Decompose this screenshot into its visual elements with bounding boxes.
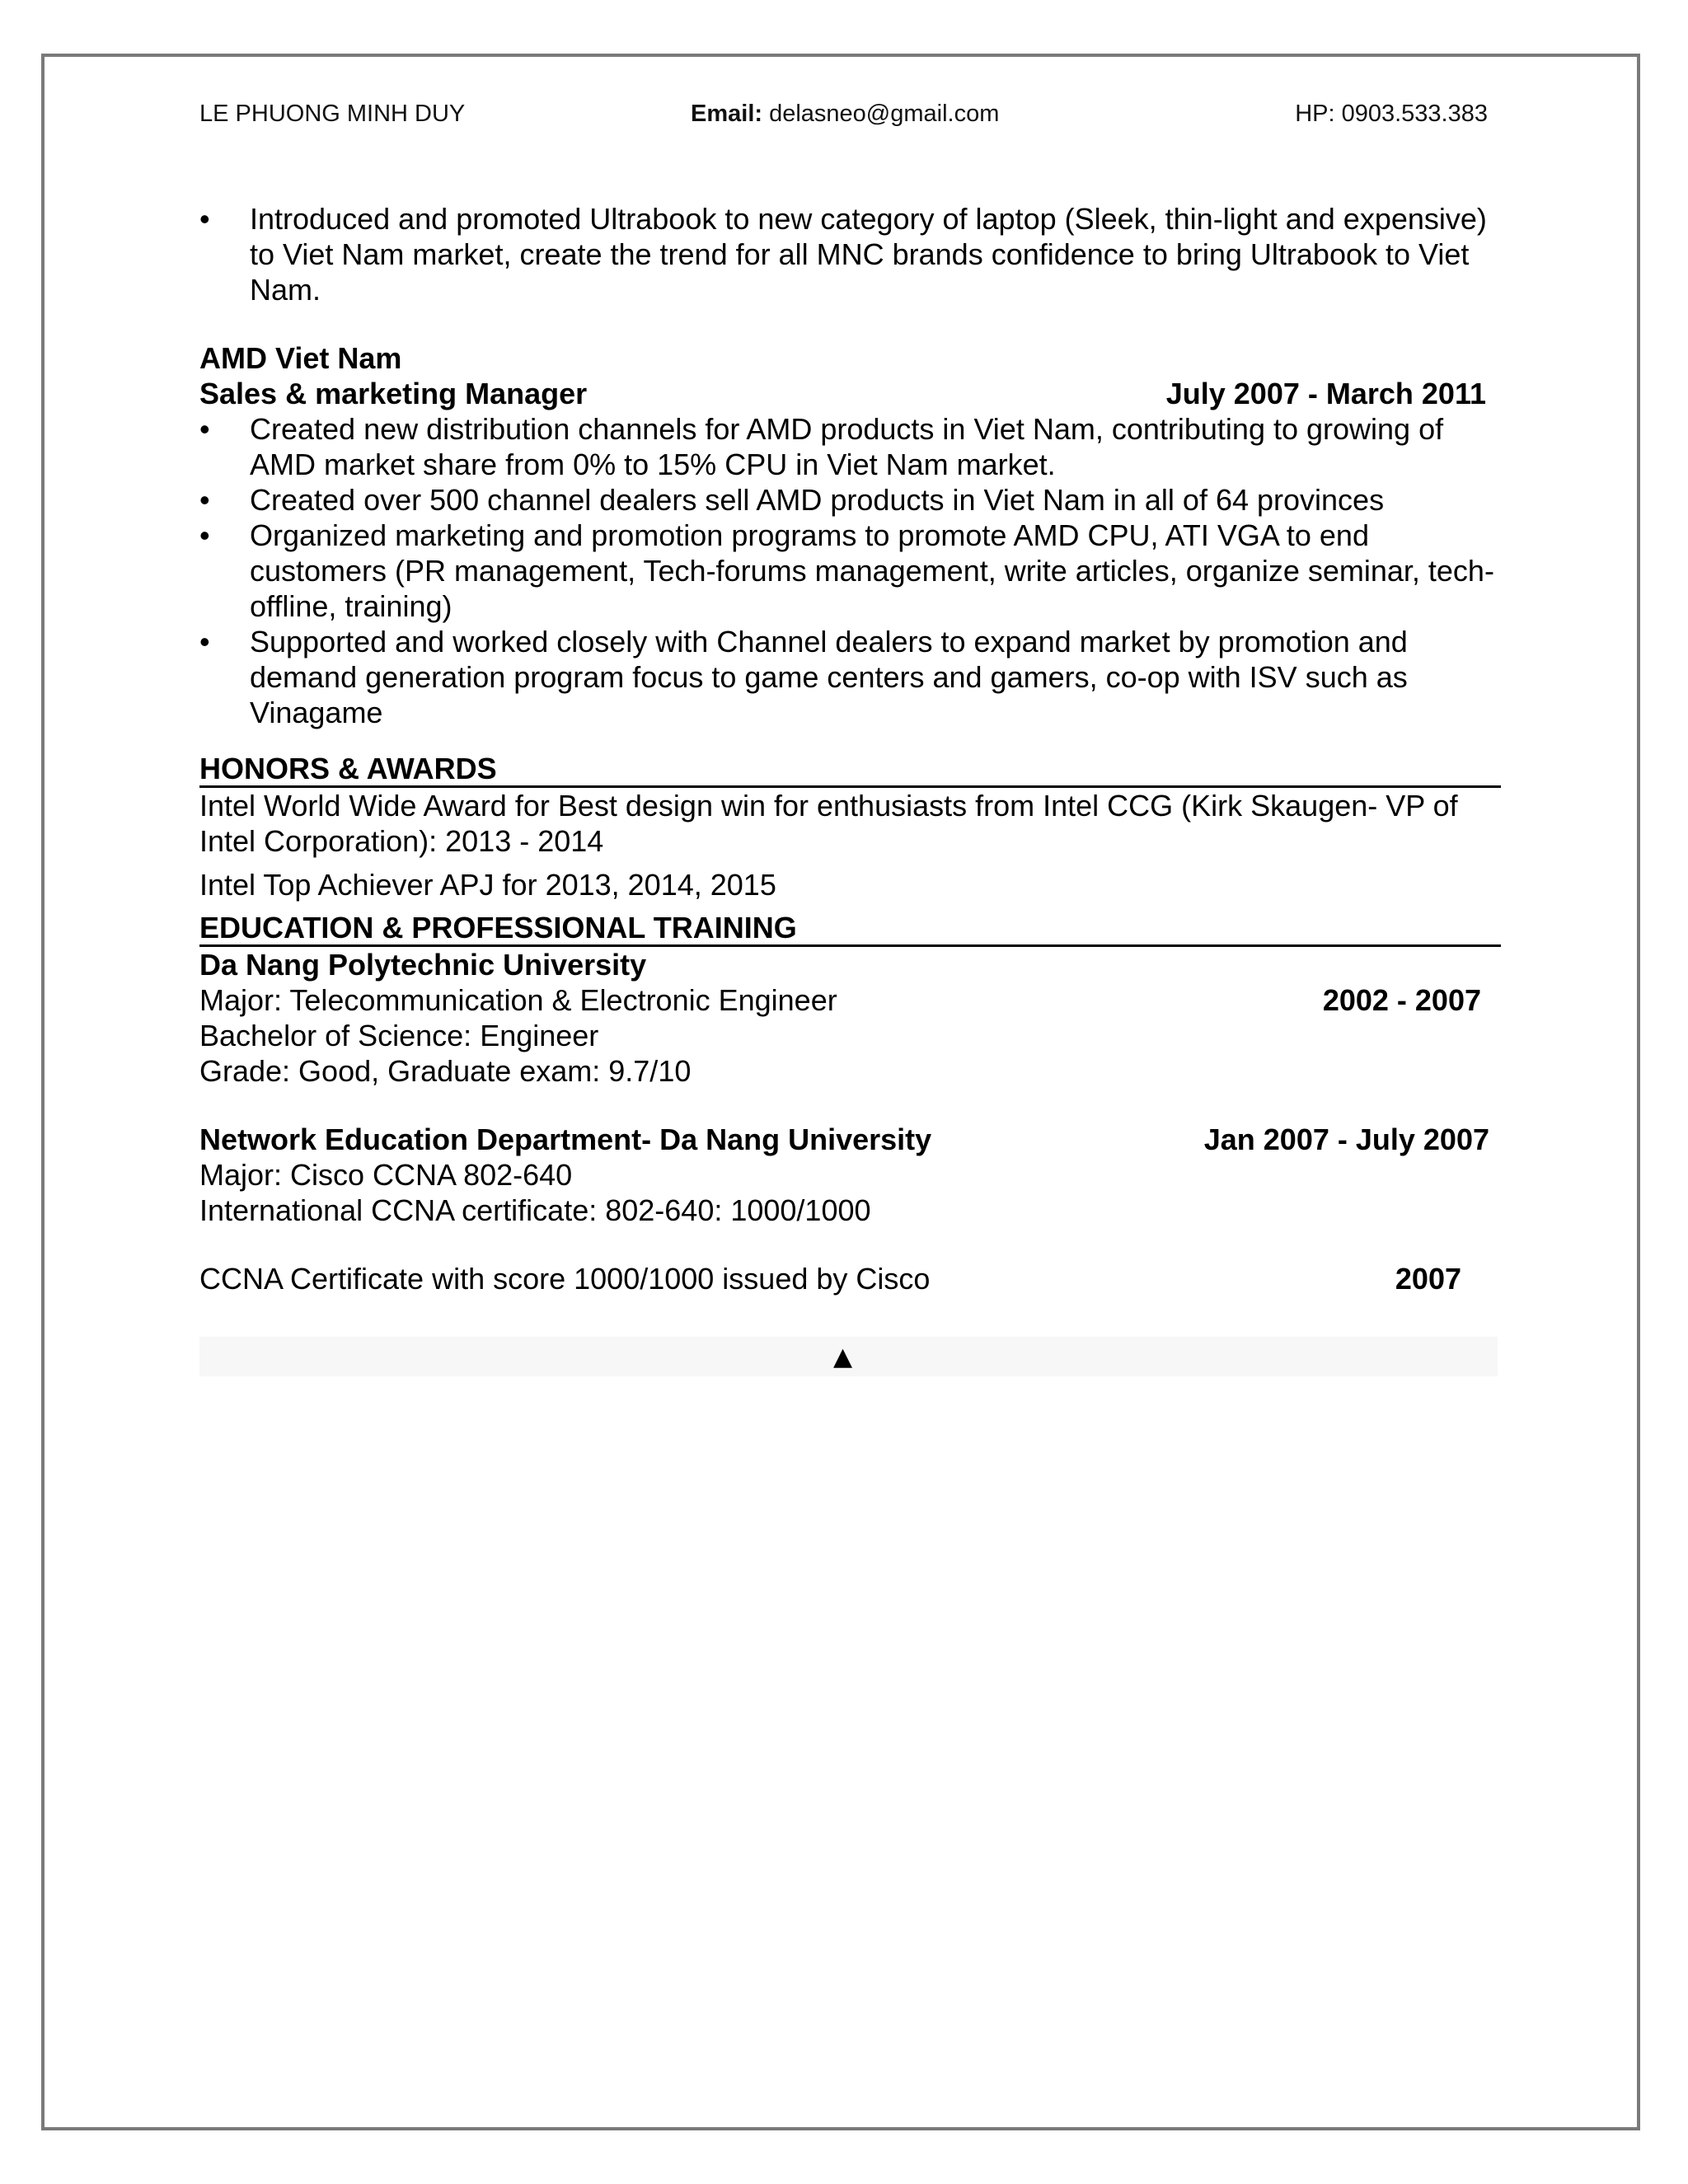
training-dates: Jan 2007 - July 2007 <box>1203 1122 1489 1156</box>
ccna-year: 2007 <box>1395 1262 1461 1296</box>
header-name: LE PHUONG MINH DUY <box>199 101 466 127</box>
school-major-row <box>199 982 1498 1018</box>
company-name: AMD Viet Nam <box>199 341 402 375</box>
list-item: • Created over 500 channel dealers sell AMD products in Viet Nam in all of 64 provinces <box>199 482 1498 518</box>
triangle-marker-icon: ▲ <box>833 1343 853 1371</box>
training-major: Major: Cisco CCNA 802-640 <box>199 1158 573 1192</box>
email-label: Email: <box>691 101 763 127</box>
school-dates: 2002 - 2007 <box>1322 983 1481 1017</box>
honor-item: Intel Top Achiever APJ for 2013, 2014, 2015 <box>199 868 776 902</box>
intel-bullet-list <box>199 201 1498 307</box>
ccna-row <box>199 1261 1498 1296</box>
list-item: • Created new distribution channels for AMD products in Viet Nam, contributing to growing of AMD market share from 0% to 15% CPU in Viet Nam market. <box>199 411 1498 482</box>
training-row <box>199 1122 1498 1157</box>
header-email <box>691 101 999 134</box>
job-title: Sales & marketing Manager <box>199 377 588 410</box>
honors-heading: HONORS & AWARDS <box>199 752 1501 788</box>
school-grade: Grade: Good, Graduate exam: 9.7/10 <box>199 1054 692 1088</box>
education-heading: EDUCATION & PROFESSIONAL TRAINING <box>199 911 1501 947</box>
list-item: • Introduced and promoted Ultrabook to new category of laptop (Sleek, thin-light and expensive) to Viet Nam market, create the trend for all MNC brands confidence to bring Ultrabook to Viet Nam. <box>199 201 1498 307</box>
job-title-row <box>199 376 1498 411</box>
amd-bullet-list <box>199 411 1498 730</box>
list-item: • Supported and worked closely with Channel dealers to expand market by promotion and demand generation program focus to game centers and gamers, co-op with ISV such as Vinagame <box>199 624 1498 730</box>
school-major: Major: Telecommunication & Electronic Engineer <box>199 983 837 1017</box>
job-dates: July 2007 - March 2011 <box>1165 377 1486 410</box>
training-name: Network Education Department- Da Nang University <box>199 1122 932 1156</box>
email-address: delasneo@gmail.com <box>769 101 1000 127</box>
school-degree: Bachelor of Science: Engineer <box>199 1019 599 1052</box>
list-item: • Organized marketing and promotion programs to promote AMD CPU, ATI VGA to end customers (PR management, Tech-forums management, write articles, organize seminar, tech-offline, training) <box>199 518 1498 624</box>
training-cert: International CCNA certificate: 802-640: 1000/1000 <box>199 1193 871 1227</box>
header-phone: HP: 0903.533.383 <box>1295 101 1488 127</box>
resume-body <box>199 201 1498 1296</box>
ccna-text: CCNA Certificate with score 1000/1000 issued by Cisco <box>199 1262 931 1296</box>
honor-item: Intel World Wide Award for Best design win for enthusiasts from Intel CCG (Kirk Skaugen- VP of Intel Corporation): 2013 - 2014 <box>199 789 1458 858</box>
school-name: Da Nang Polytechnic University <box>199 948 647 982</box>
